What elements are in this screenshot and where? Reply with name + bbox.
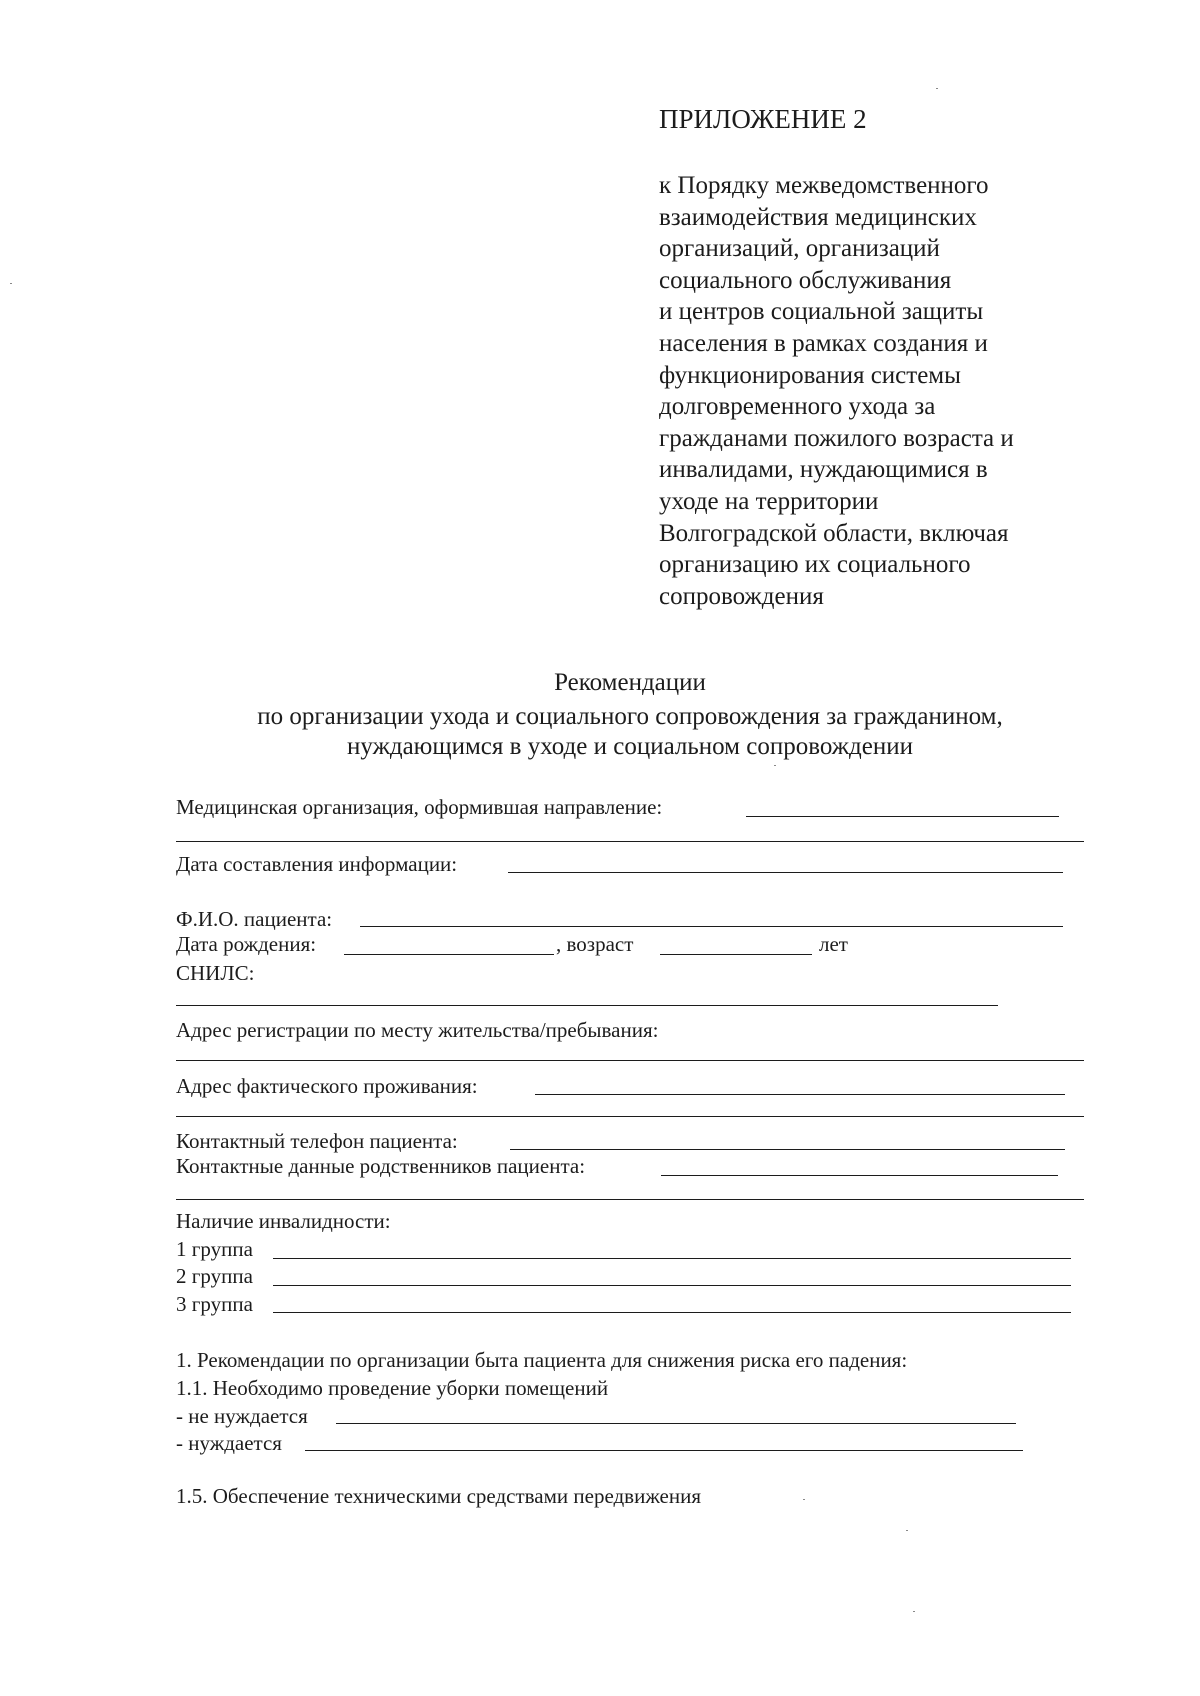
option-not-needed-field[interactable]	[336, 1423, 1016, 1424]
scan-speck	[913, 1611, 915, 1612]
appendix-description	[659, 170, 1099, 612]
section-1-title: 1. Рекомендации по организации быта пациента для снижения риска его падения:	[176, 1348, 908, 1372]
appendix-description-line: организацию их социального	[659, 551, 971, 579]
scan-speck	[10, 283, 12, 284]
document-title: Рекомендации	[554, 669, 706, 696]
birth-date-field[interactable]	[344, 954, 554, 955]
snils-field[interactable]	[176, 1005, 998, 1006]
actual-address-field[interactable]	[535, 1094, 1065, 1095]
appendix-description-line: сопровождения	[659, 582, 824, 610]
age-label: , возраст	[556, 932, 634, 956]
disability-group-2-label: 2 группа	[176, 1264, 253, 1288]
relatives-contact-field[interactable]	[661, 1175, 1058, 1176]
actual-address-field-continued[interactable]	[176, 1116, 1084, 1117]
appendix-description-line: уходе на территории	[659, 487, 879, 515]
appendix-description-line: к Порядку межведомственного	[659, 172, 989, 199]
relatives-contact-label: Контактные данные родственников пациента:	[176, 1154, 586, 1178]
disability-label: Наличие инвалидности:	[176, 1209, 391, 1233]
item-1-1: 1.1. Необходимо проведение уборки помещений	[176, 1376, 609, 1400]
patient-phone-label: Контактный телефон пациента:	[176, 1129, 458, 1153]
option-needed-label: - нуждается	[176, 1431, 282, 1455]
scan-speck	[936, 88, 938, 89]
disability-group-3-field[interactable]	[273, 1312, 1071, 1313]
document-subtitle-line: по организации ухода и социального сопровождения за гражданином,	[257, 703, 1003, 730]
disability-group-2-field[interactable]	[273, 1285, 1071, 1286]
disability-group-1-field[interactable]	[273, 1258, 1071, 1259]
option-needed-field[interactable]	[305, 1450, 1023, 1451]
appendix-description-line: Волгоградской области, включая	[659, 519, 1009, 547]
registration-address-label: Адрес регистрации по месту жительства/пребывания:	[176, 1018, 659, 1042]
medical-org-field[interactable]	[746, 816, 1059, 817]
age-unit: лет	[819, 932, 848, 956]
appendix-description-line: организаций, организаций	[659, 235, 940, 263]
snils-label: СНИЛС:	[176, 961, 255, 985]
age-field[interactable]	[660, 954, 812, 955]
birth-date-label: Дата рождения:	[176, 932, 317, 956]
appendix-description-line: инвалидами, нуждающимися в	[659, 456, 988, 484]
appendix-description-line: взаимодействия медицинских	[659, 203, 977, 231]
scan-speck	[803, 1499, 805, 1500]
medical-org-label: Медицинская организация, оформившая направление:	[176, 795, 663, 819]
appendix-description-line: социального обслуживания	[659, 266, 952, 294]
option-not-needed-label: - не нуждается	[176, 1404, 308, 1428]
patient-phone-field[interactable]	[510, 1149, 1065, 1150]
medical-org-field-continued[interactable]	[176, 841, 1084, 842]
document-subtitle-line: нуждающимся в уходе и социальном сопровождении	[347, 733, 913, 760]
disability-group-1-label: 1 группа	[176, 1237, 253, 1261]
appendix-description-line: долговременного ухода за	[659, 393, 936, 421]
appendix-description-line: гражданами пожилого возраста и	[659, 424, 1014, 452]
scan-speck	[774, 765, 776, 766]
actual-address-label: Адрес фактического проживания:	[176, 1074, 478, 1098]
item-1-5: 1.5. Обеспечение техническими средствами передвижения	[176, 1484, 702, 1508]
registration-address-field[interactable]	[176, 1060, 1084, 1061]
disability-group-3-label: 3 группа	[176, 1292, 253, 1316]
patient-name-field[interactable]	[360, 926, 1063, 927]
date-compiled-field[interactable]	[508, 872, 1063, 873]
scan-speck	[906, 1530, 908, 1531]
relatives-contact-field-continued[interactable]	[176, 1199, 1084, 1200]
appendix-title: ПРИЛОЖЕНИЕ 2	[659, 104, 867, 134]
appendix-description-line: населения в рамках создания и	[659, 329, 988, 357]
appendix-description-line: и центров социальной защиты	[659, 298, 984, 326]
patient-name-label: Ф.И.О. пациента:	[176, 907, 333, 931]
date-compiled-label: Дата составления информации:	[176, 852, 458, 876]
appendix-description-line: функционирования системы	[659, 361, 961, 389]
